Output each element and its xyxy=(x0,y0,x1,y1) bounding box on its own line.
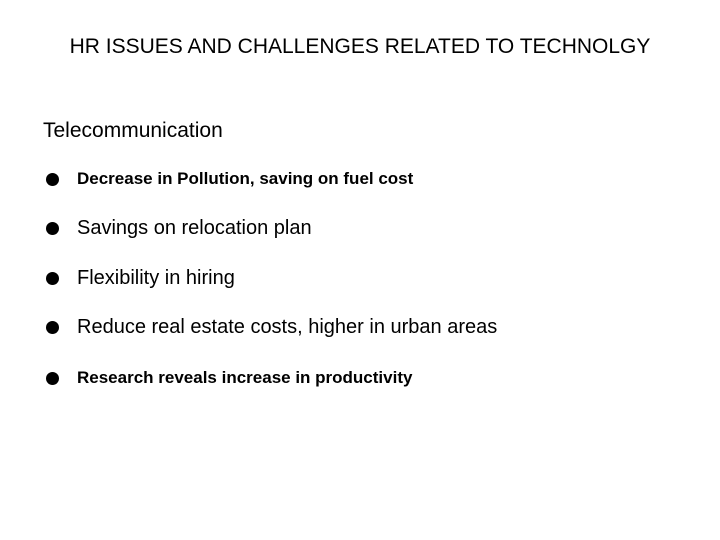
section-heading: Telecommunication xyxy=(43,119,223,142)
bullet-dot-icon xyxy=(46,222,59,235)
bullet-dot-icon xyxy=(46,173,59,186)
slide-title: HR ISSUES AND CHALLENGES RELATED TO TECHNOLGY xyxy=(69,35,651,58)
bullet-dot-icon xyxy=(46,372,59,385)
bullet-dot-icon xyxy=(46,321,59,334)
bullet-item xyxy=(46,316,497,339)
bullet-dot-icon xyxy=(46,272,59,285)
bullet-text: Decrease in Pollution, saving on fuel cost xyxy=(77,169,414,188)
bullet-text: Flexibility in hiring xyxy=(77,267,235,289)
bullet-text: Reduce real estate costs, higher in urban areas xyxy=(77,316,498,338)
bullet-item xyxy=(46,267,235,290)
bullet-text: Research reveals increase in productivity xyxy=(77,368,413,387)
bullet-item xyxy=(46,217,312,240)
bullet-text: Savings on relocation plan xyxy=(77,217,312,239)
bullet-item xyxy=(46,169,413,189)
bullet-item xyxy=(46,368,412,388)
